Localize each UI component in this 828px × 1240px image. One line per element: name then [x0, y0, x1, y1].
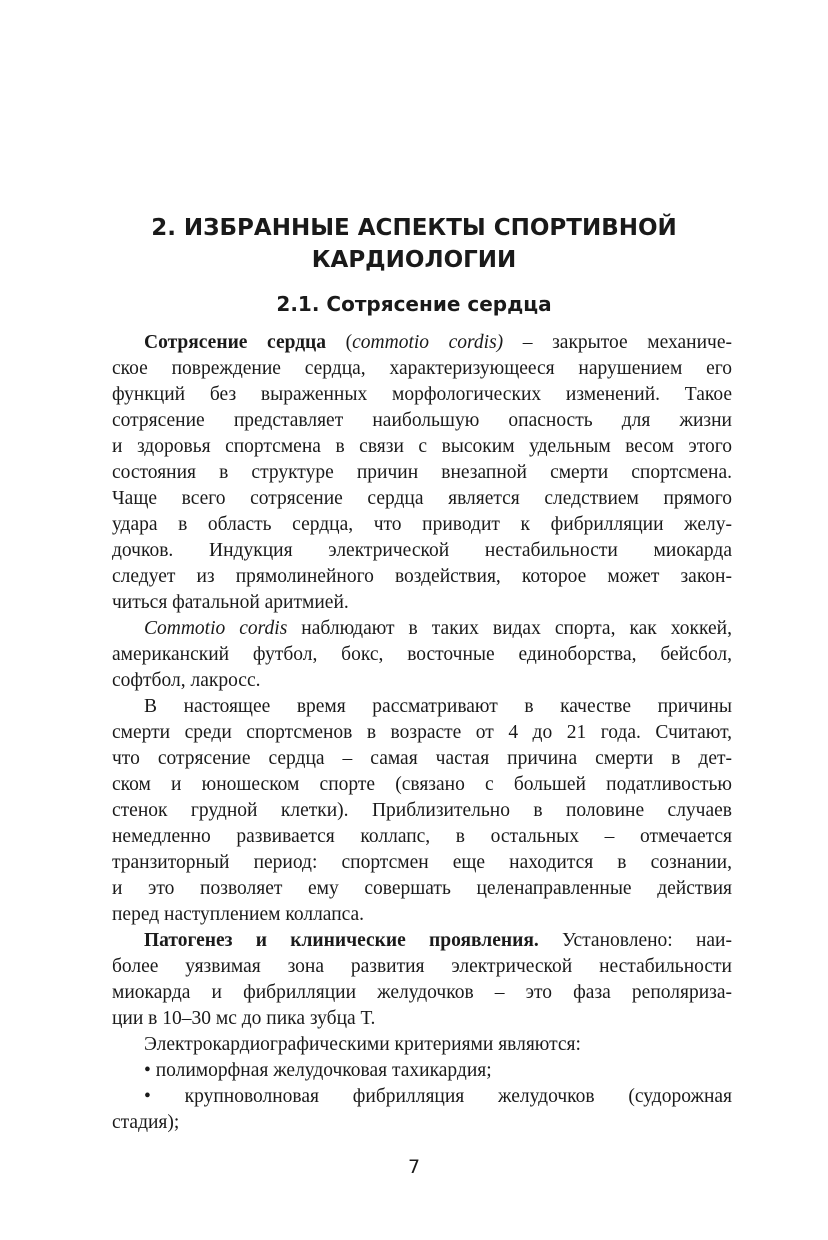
text-run: стадия);: [112, 1112, 180, 1133]
paragraph: [112, 1084, 732, 1136]
text-run: что сотрясение сердца – самая частая причина смерти в дет-: [112, 748, 732, 769]
text-run: перед наступлением коллапса.: [112, 904, 365, 925]
text-run: удара в область сердца, что приводит к фибрилляции желу-: [112, 514, 732, 535]
text-line: [112, 512, 732, 538]
text-run: сотрясение представляет наибольшую опасность для жизни: [112, 410, 732, 431]
text-line: [112, 408, 732, 434]
text-line: [112, 824, 732, 850]
paragraph: [112, 694, 732, 928]
text-line: [112, 668, 732, 694]
text-line: [112, 798, 732, 824]
text-line: [112, 330, 732, 356]
paragraph: [112, 1058, 732, 1084]
paragraph: [112, 616, 732, 694]
text-line: [112, 564, 732, 590]
text-run: и здоровья спортсмена в связи с высоким удельным весом этого: [112, 436, 732, 457]
text-run: следует из прямолинейного воздействия, которое может закон-: [112, 566, 732, 587]
text-run: стенок грудной клетки). Приблизительно в половине случаев: [112, 800, 732, 821]
text-line: [112, 980, 732, 1006]
text-line: [112, 928, 732, 954]
text-line: [112, 1110, 732, 1136]
text-run: В настоящее время рассматривают в качестве причины: [144, 696, 732, 717]
text-run: ское повреждение сердца, характеризующееся нарушением его: [112, 358, 732, 379]
text-line: [112, 902, 732, 928]
paragraph: [112, 330, 732, 616]
italic-text: commotio cordis): [352, 332, 504, 353]
italic-text: Commotio cordis: [144, 618, 288, 639]
text-line: [112, 694, 732, 720]
body-text: [112, 330, 732, 1136]
text-line: [112, 1084, 732, 1110]
paragraph: [112, 1032, 732, 1058]
text-line: [112, 850, 732, 876]
bold-text: Патогенез и клинические проявления.: [144, 930, 539, 951]
text-run: • полиморфная желудочковая тахикардия;: [144, 1060, 492, 1081]
text-run: более уязвимая зона развития электрической нестабильности: [112, 956, 732, 977]
text-line: [112, 538, 732, 564]
text-run: ском и юношеском спорте (связано с большей податливостью: [112, 774, 732, 795]
text-run: дочков. Индукция электрической нестабильности миокарда: [112, 540, 732, 561]
text-run: читься фатальной аритмией.: [112, 592, 349, 613]
text-line: [112, 460, 732, 486]
chapter-title-line: КАРДИОЛОГИИ: [311, 247, 517, 273]
text-run: смерти среди спортсменов в возрасте от 4 до 21 года. Считают,: [112, 722, 732, 743]
text-run: софтбол, лакросс.: [112, 670, 261, 691]
text-run: транзиторный период: спортсмен еще находится в сознании,: [112, 852, 732, 873]
text-line: [112, 954, 732, 980]
chapter-title: [90, 212, 738, 276]
text-line: [112, 642, 732, 668]
section-title: 2.1. Сотрясение сердца: [276, 292, 552, 316]
text-run: немедленно развивается коллапс, в остальных – отмечается: [112, 826, 732, 847]
text-run: (: [326, 332, 353, 353]
text-line: [112, 590, 732, 616]
text-line: [112, 356, 732, 382]
chapter-title-line: 2. ИЗБРАННЫЕ АСПЕКТЫ СПОРТИВНОЙ: [151, 215, 677, 241]
text-line: [112, 1032, 732, 1058]
text-line: [112, 746, 732, 772]
text-run: и это позволяет ему совершать целенаправленные действия: [112, 878, 732, 899]
text-run: наблюдают в таких видах спорта, как хоккей,: [287, 618, 732, 639]
text-run: ции в 10–30 мс до пика зубца Т.: [112, 1008, 376, 1029]
text-run: функций без выраженных морфологических изменений. Такое: [112, 384, 732, 405]
text-line: [112, 720, 732, 746]
text-run: • крупноволновая фибрилляция желудочков (судорожная: [144, 1086, 732, 1107]
text-line: [112, 382, 732, 408]
text-line: [112, 772, 732, 798]
bold-text: Сотрясение сердца: [144, 332, 327, 353]
text-run: Электрокардиографическими критериями являются:: [144, 1034, 581, 1055]
text-line: [112, 876, 732, 902]
paragraph: [112, 928, 732, 1032]
text-run: – закрытое механиче-: [503, 332, 732, 353]
page-number: 7: [407, 1156, 421, 1178]
text-line: [112, 616, 732, 642]
text-line: [112, 434, 732, 460]
text-run: Чаще всего сотрясение сердца является следствием прямого: [112, 488, 732, 509]
text-run: состояния в структуре причин внезапной смерти спортсмена.: [112, 462, 732, 483]
text-run: Установлено: наи-: [538, 930, 732, 951]
text-line: [112, 1006, 732, 1032]
text-line: [112, 486, 732, 512]
text-run: миокарда и фибрилляции желудочков – это фаза реполяриза-: [112, 982, 732, 1003]
text-line: [112, 1058, 732, 1084]
text-run: американский футбол, бокс, восточные единоборства, бейсбол,: [112, 644, 732, 665]
